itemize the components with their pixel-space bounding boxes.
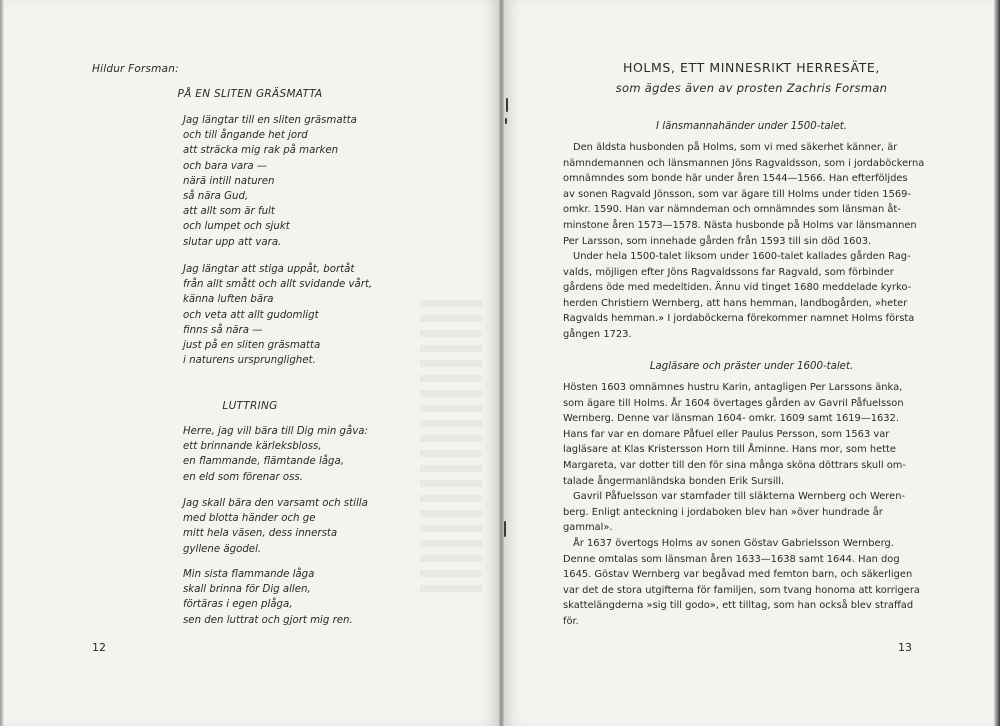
text-line: omkr. 1590. Han var nämndeman och omnämndes som länsman åt- [563, 204, 901, 216]
page-number-left: 12 [92, 641, 106, 654]
text-line: Wernberg. Denne var länsman 1604- omkr. 1609 samt 1619—1632. [563, 413, 899, 425]
text-line: gången 1723. [563, 328, 632, 340]
poem-title-luttring: LUTTRING [222, 400, 278, 412]
text-line: förtäras i egen plåga, [183, 599, 293, 611]
poem1-stanza2 [183, 262, 372, 368]
text-line: med blotta händer och ge [183, 513, 316, 525]
text-line: berg. Enligt anteckning i jordaboken blev han »över hundrade år [563, 506, 883, 518]
section2-paragraph1 [563, 380, 915, 489]
text-line: 1645. Göstav Wernberg var begåvad med femton barn, och säkerligen [563, 569, 913, 581]
text-line: och veta att allt gudomligt [183, 309, 319, 321]
margin-mark [505, 118, 507, 124]
text-line: i naturens ursprunglighet. [183, 355, 316, 367]
text-line: Jag skall bära den varsamt och stilla [183, 498, 368, 509]
text-line: finns så nära — [183, 324, 263, 336]
text-line: talade ångermanländska bonden Erik Sursill. [563, 475, 785, 487]
text-line: slutar upp att vara. [183, 236, 282, 248]
text-line: gammal». [563, 522, 613, 534]
text-line: sen den luttrat och gjort mig ren. [183, 614, 353, 626]
text-line: och till ångande het jord [183, 130, 308, 142]
article-subtitle: som ägdes även av prosten Zachris Forsman [615, 81, 888, 95]
text-line: ett brinnande kärleksbloss, [183, 441, 322, 453]
text-line: en eld som förenar oss. [183, 471, 303, 483]
show-through-text [420, 300, 482, 600]
author-name: Hildur Forsman: [92, 63, 179, 75]
text-line: gårdens öde med medeltiden. Ännu vid tinget 1680 meddelade kyrko- [563, 282, 912, 294]
text-line: en flammande, flämtande låga, [183, 456, 344, 468]
text-line: omnämndes som bonde här under åren 1544—1566. Han efterföljdes [563, 173, 908, 185]
text-line: herden Christiern Wernberg, att hans hemman, landbogården, »heter [563, 297, 908, 309]
section1-paragraph2 [563, 249, 915, 343]
text-line: Gavril Påfuelsson var stamfader till släkterna Wernberg och Weren- [573, 491, 906, 502]
text-line: Herre, jag vill bära till Dig min gåva: [183, 426, 368, 437]
text-line: Jag längtar att stiga uppåt, bortåt [183, 264, 355, 275]
section-heading-1500: I länsmannahänder under 1500-talet. [656, 121, 847, 132]
poem-title-gasmatta: PÅ EN SLITEN GRÄSMATTA [177, 88, 323, 100]
text-line: Per Larsson, som innehade gården från 1593 till sin död 1603. [563, 235, 872, 247]
poem2-stanza2 [183, 496, 368, 557]
article-title: HOLMS, ETT MINNESRIKT HERRESÄTE, [622, 60, 881, 75]
text-line: valds, möjligen efter Jöns Ragvaldssons far Ragvald, som förbinder [563, 266, 894, 278]
text-line: från allt smått och allt svidande vårt, [183, 279, 373, 291]
text-line: Denne omtalas som länsman åren 1633—1638 samt 1644. Han dog [563, 553, 900, 565]
text-line: att allt som är fult [183, 206, 275, 218]
poem2-stanza3 [183, 567, 353, 628]
section2-paragraph3 [563, 536, 920, 630]
section2-paragraph2 [563, 489, 915, 536]
text-line: Jag längtar till en sliten gräsmatta [183, 115, 357, 126]
text-line: Den äldsta husbonden på Holms, som vi med säkerhet känner, är [573, 142, 898, 153]
text-line: Ragvalds hemman.» I jordaböckerna förekommer namnet Holms första [563, 313, 915, 325]
text-line: nämndemannen och länsmannen Jöns Ragvaldsson, som i jordaböckerna [563, 157, 925, 169]
text-line: närä intill naturen [183, 175, 275, 187]
text-line: Hans far var en domare Påfuel eller Paulus Persson, som 1563 var [563, 428, 890, 440]
text-line: skall brinna för Dig allen, [183, 584, 311, 596]
text-line: År 1637 övertogs Holms av sonen Göstav Gabrielsson Wernberg. [573, 538, 894, 549]
section-heading-1600: Lagläsare och präster under 1600-talet. [649, 361, 854, 372]
margin-mark [506, 98, 508, 112]
text-line: att sträcka mig rak på marken [183, 145, 339, 157]
margin-mark [504, 521, 506, 537]
text-line: var det de stora utgifterna för familjen, som tvang honoma att korrigera [563, 584, 920, 596]
text-line: av sonen Ragvald Jönsson, som var ägare till Holms under tiden 1569- [563, 188, 911, 200]
text-line: skattelängderna »sig till godo», ett tilltag, som han också blev straffad [563, 600, 914, 612]
text-line: och lumpet och sjukt [183, 221, 290, 233]
text-line: för. [563, 615, 579, 627]
poem1-stanza1 [183, 113, 357, 250]
text-line: Hösten 1603 omnämnes hustru Karin, antagligen Per Larssons änka, [563, 382, 903, 393]
text-line: Under hela 1500-talet liksom under 1600-talet kallades gården Rag- [573, 251, 911, 262]
text-line: gyllene ägodel. [183, 543, 262, 555]
text-line: känna luften bära [183, 294, 274, 306]
poem2-stanza1 [183, 424, 368, 485]
text-line: Min sista flammande låga [183, 569, 315, 580]
text-line: så nära Gud, [183, 191, 249, 203]
left-page-edge [0, 0, 4, 726]
text-line: Margareta, var dotter till den för sina många sköna döttrars skull om- [563, 459, 906, 471]
text-line: mitt hela väsen, dess innersta [183, 528, 338, 540]
page-number-right: 13 [898, 641, 912, 654]
text-line: lagläsare at Klas Kristersson Horn till Åminne. Hans mor, som hette [563, 444, 896, 456]
text-line: och bara vara — [183, 160, 268, 172]
text-line: som ägare till Holms. År 1604 övertages gården av Gavril Påfuelsson [563, 397, 904, 409]
text-line: minstone åren 1573—1578. Nästa husbonde på Holms var länsmannen [563, 219, 917, 231]
text-line: just på en sliten gräsmatta [183, 340, 321, 352]
section1-paragraph1 [563, 140, 925, 249]
